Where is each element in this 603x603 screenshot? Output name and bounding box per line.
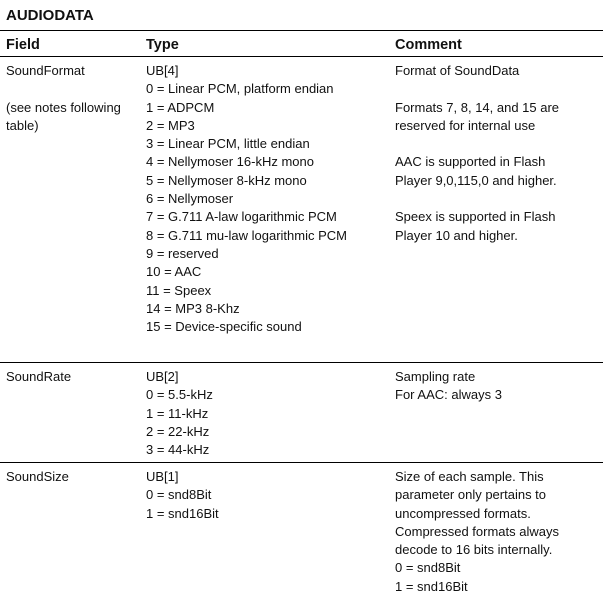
type-line: 14 = MP3 8-Khz — [146, 300, 240, 316]
type-line: 9 = reserved — [146, 245, 219, 261]
type-line: 2 = MP3 — [146, 117, 195, 133]
comment-line: Speex is supported in Flash — [395, 209, 556, 225]
comment-line: 1 = snd16Bit — [395, 578, 468, 594]
comment-line: Player 10 and higher. — [395, 227, 518, 243]
header-comment: Comment — [395, 37, 462, 53]
table-title: AUDIODATA — [6, 7, 94, 24]
type-line: 4 = Nellymoser 16-kHz mono — [146, 154, 314, 170]
comment-line: Format of SoundData — [395, 63, 520, 78]
table-header-row — [0, 31, 603, 57]
comment-line: Size of each sample. This — [395, 469, 544, 484]
comment-line: Sampling rate — [395, 369, 476, 384]
type-line: 15 = Device-specific sound — [146, 319, 302, 335]
table-row-soundformat — [0, 57, 603, 363]
comment-cell — [389, 57, 603, 362]
comment-line: For AAC: always 3 — [395, 387, 502, 403]
header-field: Field — [6, 37, 40, 53]
type-line: 0 = snd8Bit — [146, 487, 212, 503]
type-cell — [139, 363, 389, 462]
type-line: UB[1] — [146, 469, 179, 484]
type-cell — [139, 463, 389, 603]
type-line: UB[4] — [146, 63, 179, 78]
field-note-line: (see notes following — [6, 99, 121, 115]
field-note-line: table) — [6, 117, 39, 133]
type-cell — [139, 57, 389, 362]
type-line: 6 = Nellymoser — [146, 191, 234, 207]
field-name: SoundSize — [6, 469, 69, 484]
field-name: SoundRate — [6, 369, 72, 384]
comment-cell — [389, 363, 603, 462]
table-row-soundrate — [0, 363, 603, 463]
type-line: 7 = G.711 A-law logarithmic PCM — [146, 209, 337, 225]
comment-line: decode to 16 bits internally. — [395, 542, 553, 558]
type-line: 5 = Nellymoser 8-kHz mono — [146, 172, 307, 188]
comment-line: 0 = snd8Bit — [395, 560, 461, 576]
type-line: 10 = AAC — [146, 264, 202, 280]
header-type: Type — [146, 37, 179, 53]
comment-line: Player 9,0,115,0 and higher. — [395, 172, 557, 188]
type-line: UB[2] — [146, 369, 179, 384]
comment-line: uncompressed formats. — [395, 505, 531, 521]
table-row-soundsize — [0, 463, 603, 603]
field-cell — [0, 363, 139, 462]
field-cell — [0, 57, 139, 362]
field-name: SoundFormat — [6, 63, 85, 78]
comment-line: AAC is supported in Flash — [395, 154, 546, 170]
field-cell — [0, 463, 139, 603]
table-title-row — [0, 0, 603, 31]
type-line: 3 = Linear PCM, little endian — [146, 136, 310, 152]
type-line: 1 = 11-kHz — [146, 405, 209, 421]
comment-line: Formats 7, 8, 14, and 15 are — [395, 99, 560, 115]
type-line: 3 = 44-kHz — [146, 442, 210, 458]
type-line: 2 = 22-kHz — [146, 423, 210, 439]
comment-cell — [389, 463, 603, 603]
type-line: 0 = 5.5-kHz — [146, 387, 213, 403]
comment-line: reserved for internal use — [395, 117, 536, 133]
type-line: 8 = G.711 mu-law logarithmic PCM — [146, 227, 347, 243]
type-line: 11 = Speex — [146, 282, 212, 298]
type-line: 1 = ADPCM — [146, 99, 215, 115]
comment-line: Compressed formats always — [395, 523, 559, 539]
type-line: 1 = snd16Bit — [146, 505, 219, 521]
type-line: 0 = Linear PCM, platform endian — [146, 81, 334, 97]
comment-line: parameter only pertains to — [395, 487, 547, 503]
